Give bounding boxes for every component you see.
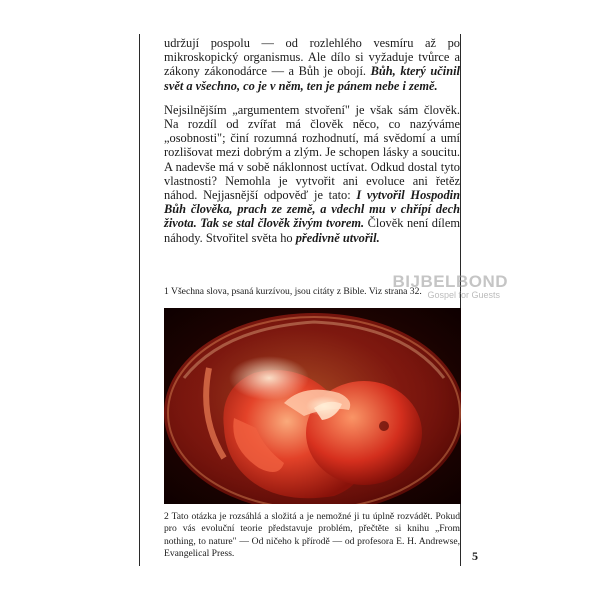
paragraph-2-quote-a: I vytvořil Hospodin Bůh člověka, prach ze země, a vdechl mu v chřípí dech života. Tak se stal člověk živým tvorem. <box>164 188 461 231</box>
paragraph-2-text-a: Nejsilnějším „argumentem stvoření" je však sám člověk. Na rozdíl od zvířat má člověk něco, co nazýváme „osobnosti"; činí rozumná rozhodnutí, má svědomí a umí rozlišovat mezi dobrým a zlým. Je schopen lásky a soucitu. A nadevše má v sobě náklonnost uctívat. Odkud dostal tyto vlastnosti? Nemohla je vytvořit ani evoluce ani řetěz náhod. Nejjasnější odpověď je tato: <box>164 102 460 203</box>
paragraph-2-quote-b: předivně utvořil. <box>295 230 380 245</box>
embryo-illustration <box>164 308 461 504</box>
footnote-1: 1 Všechna slova, psaná kurzívou, jsou citáty z Bible. Viz strana 32. <box>164 286 422 297</box>
left-margin-rule <box>139 34 140 566</box>
page-number: 5 <box>472 549 478 563</box>
watermark-brand: BIJBELBOND <box>392 272 508 291</box>
paragraph-1 <box>164 36 460 93</box>
paragraph-1-text: udržují pospolu — od rozlehlého vesmíru až po mikroskopický organismus. Ale dílo si vyžaduje tvůrce a zákony zákonodárce — a Bůh je obojí. <box>164 36 460 79</box>
body-text <box>164 36 460 255</box>
paragraph-2 <box>164 103 460 245</box>
footnote-2: 2 Tato otázka je rozsáhlá a složitá a je nemožné ji tu úplně rozvádět. Pokud pro vás evoluční teorie představuje problém, přečtěte si knihu „From nothing, to nature" — Od ničeho k přírodě — od profesora E. H. Andrewse, Evangelical Press. <box>164 511 460 560</box>
embryo-photo <box>164 308 461 504</box>
watermark-logo <box>358 272 508 300</box>
paragraph-1-quote: Bůh, který učinil svět a všechno, co je v něm, ten je pánem nebe i země. <box>164 64 460 93</box>
watermark-tagline: Gospel for Guests <box>427 290 500 300</box>
paragraph-2-text-b: Člověk není dílem náhody. Stvořitel světa ho <box>164 216 460 245</box>
